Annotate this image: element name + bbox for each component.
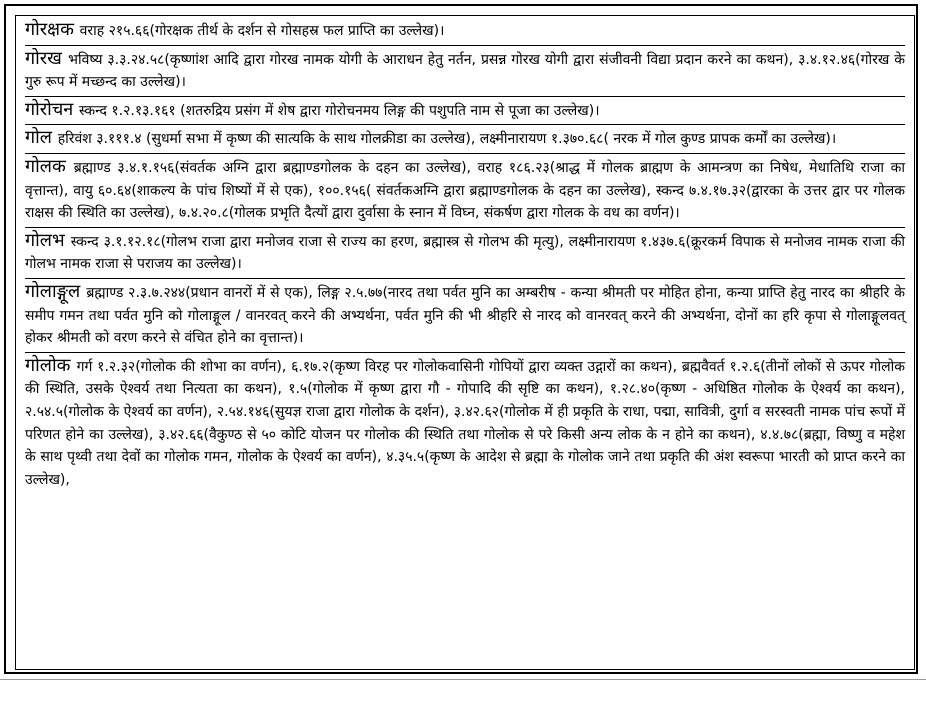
entry-golabh [25, 230, 905, 279]
entry-references: ब्रह्माण्ड ३.४.१.१५६(संवर्तक अग्नि द्वारा ब्रह्माण्डगोलक के दहन का उल्लेख), वराह १८६.२३(श्राद्ध में गोलक ब्राह्मण के आमन्त्रण का निषेध, मेधातिथि राजा का वृत्तान्त), वायु ६०.६४(शाकल्य के पांच शिष्यों में से एक), १००.१५६( संवर्तकअग्नि द्वारा ब्रह्माण्डगोलक के दहन का उल्लेख), स्कन्द ७.४.१७.३२(द्वारका के उत्तर द्वार पर गोलक राक्षस की स्थिति का उल्लेख), ७.४.२०.८(गोलक प्रभृति दैत्यों द्वारा दुर्वासा के स्नान में विघ्न, संकर्षण द्वारा गोलक के वध का वर्णन)। [25, 159, 906, 222]
entry-headword: गोल [25, 127, 58, 149]
entry-headword: गोलक [25, 155, 74, 177]
entry-goraksak [25, 19, 905, 46]
page-bottom-rule [0, 679, 926, 680]
entry-headword: गोरख [25, 47, 69, 69]
entry-golangul [25, 281, 905, 353]
entry-headword: गोलभ [25, 229, 71, 251]
entry-headword: गोलाङ्गूल [25, 280, 87, 302]
entry-references: स्कन्द १.२.१३.१६१ (शतरुद्रिय प्रसंग में शेष द्वारा गोरोचनमय लिङ्ग की पशुपति नाम से पूजा का उल्लेख)। [78, 102, 600, 119]
entry-references: वराह २१५.६६(गोरक्षक तीर्थ के दर्शन से गोसहस्र फल प्राप्ति का उल्लेख)। [79, 23, 445, 39]
entry-headword: गोलोक [25, 354, 77, 376]
entry-gol [25, 127, 905, 154]
entry-references: हरिवंश ३.१११.४ (सुधर्मा सभा में कृष्ण की सात्यकि के साथ गोलक्रीडा का उल्लेख), लक्ष्मीनारायण १.३७०.६८( नरक में गोल कुण्ड प्रापक कर्मों का उल्लेख)। [57, 131, 837, 148]
entry-headword: गोरक्षक [25, 19, 80, 40]
page-border-outer [4, 4, 918, 674]
entry-gorakh [25, 48, 905, 97]
dictionary-entries-box [15, 15, 915, 670]
entry-references: स्कन्द ३.१.१२.१८(गोलभ राजा द्वारा मनोजव राजा से राज्य का हरण, ब्रह्मास्त्र से गोलभ की मृत्यु), लक्ष्मीनारायण १.४३७.६(क्रूरकर्म विपाक से मनोजव नामक राजा की गोलभ नामक राजा से पराजय का उल्लेख)। [25, 233, 905, 273]
entry-references: भविष्य ३.३.२४.५८(कृष्णांश आदि द्वारा गोरख नामक योगी के आराधन हेतु नर्तन, प्रसन्न गोरख योगी द्वारा संजीवनी विद्या प्रदान करने का कथन), ३.४.१२.४६(गोरख के गुरु रूप में मच्छन्द का उल्लेख)। [25, 51, 906, 91]
entry-headword: गोरोचन [25, 98, 79, 120]
entry-references: गर्ग १.२.३२(गोलोक की शोभा का वर्णन), ६.१७.२(कृष्ण विरह पर गोलोकवासिनी गोपियों द्वारा व्यक्त उद्गारों का कथन), ब्रह्मवैवर्त १.२.६(तीनों लोकों से ऊपर गोलोक की स्थिति, उसके ऐश्वर्य तथा नित्यता का कथन), १.५(गोलोक में कृष्ण द्वारा गौ - गोपादि की सृष्टि का कथन), १.२८.४०(कृष्ण - अधिष्ठित गोलोक के ऐश्वर्य का कथन), २.५४.५(गोलोक के ऐश्वर्य का वर्णन), २.५४.१४६(सुयज्ञ राजा द्वारा गोलोक के दर्शन), ३.४२.६२(गोलोक में ही प्रकृति के राधा, पद्मा, सावित्री, दुर्गा व सरस्वती नामक पांच रूपों में परिणत होने का उल्लेख), ३.४२.६६(वैकुण्ठ से ५० कोटि योजन पर गोलोक की स्थिति तथा गोलोक से परे किसी अन्य लोक के न होने का कथन), ४.४.७८(ब्रह्मा, विष्णु व महेश के साथ पृथ्वी तथा देवों का गोलोक गमन, गोलोक के ऐश्वर्य का वर्णन), ४.३५.५(कृष्ण के आदेश से ब्रह्मा के गोलोक जाने तथा प्रकृति की अंश स्वरूपा भारती को प्राप्त करने का उल्लेख), [25, 358, 905, 488]
entry-gorochan [25, 99, 905, 126]
entry-golak [25, 156, 905, 228]
entry-references: ब्रह्माण्ड २.३.७.२४४(प्रधान वानरों में से एक), लिङ्ग २.५.७७(नारद तथा पर्वत मुनि का अम्बरीष - कन्या श्रीमती पर मोहित होना, कन्या प्राप्ति हेतु नारद का श्रीहरि के समीप गमन तथा पर्वत मुनि को गोलाङ्गूल / वानरवत् करने की अभ्यर्थना, पर्वत मुनि की भी श्रीहरि से नारद को वानरवत् करने की अभ्यर्थना, दोनों का हरि कृपा से गोलाङ्गूलवत् होकर श्रीमती को वरण करने से वंचित होने का वृत्तान्त)। [25, 284, 905, 347]
entry-golok [25, 355, 905, 494]
